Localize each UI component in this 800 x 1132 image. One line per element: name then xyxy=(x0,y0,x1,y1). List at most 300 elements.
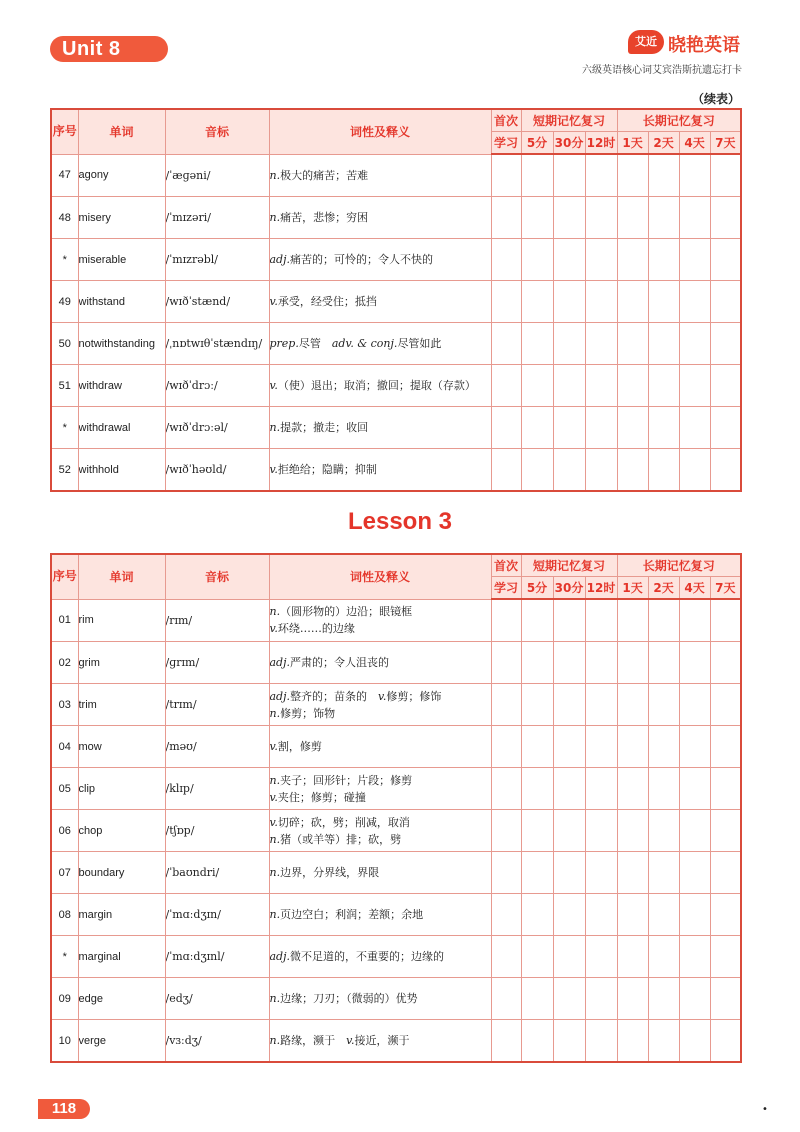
checkbox-review-12h[interactable] xyxy=(585,323,617,365)
checkbox-review-12h[interactable] xyxy=(585,599,617,642)
checkbox-review-12h[interactable] xyxy=(585,449,617,492)
word-cell: withstand xyxy=(78,281,165,323)
checkbox-review-30min[interactable] xyxy=(553,936,585,978)
checkbox-review-7day[interactable] xyxy=(710,852,741,894)
vocab-table-2 xyxy=(50,553,742,1063)
meaning-cell xyxy=(269,894,491,936)
header-seq: 序号 xyxy=(51,554,78,599)
checkbox-review-2day[interactable] xyxy=(648,936,679,978)
checkbox-review-30min[interactable] xyxy=(553,281,585,323)
meaning-cell xyxy=(269,365,491,407)
checkbox-review-7day[interactable] xyxy=(710,154,741,197)
checkbox-review-12h[interactable] xyxy=(585,1020,617,1063)
phonetic-cell: /vɜːdʒ/ xyxy=(165,1020,269,1063)
meaning-line xyxy=(270,906,491,923)
checkbox-review-30min[interactable] xyxy=(553,154,585,197)
checkbox-review-2day[interactable] xyxy=(648,978,679,1020)
checkbox-review-1day[interactable] xyxy=(617,684,648,726)
checkbox-first-study[interactable] xyxy=(491,810,521,852)
table-row xyxy=(51,281,741,323)
part-of-speech: v. xyxy=(269,295,278,308)
checkbox-review-2day[interactable] xyxy=(648,599,679,642)
checkbox-review-7day[interactable] xyxy=(710,642,741,684)
checkbox-review-30min[interactable] xyxy=(553,978,585,1020)
checkbox-review-4day[interactable] xyxy=(679,599,710,642)
word-cell: withdraw xyxy=(78,365,165,407)
checkbox-review-12h[interactable] xyxy=(585,894,617,936)
checkbox-review-30min[interactable] xyxy=(553,684,585,726)
meaning-line xyxy=(270,654,491,671)
checkbox-review-1day[interactable] xyxy=(617,599,648,642)
checkbox-review-4day[interactable] xyxy=(679,1020,710,1063)
word-cell: notwithstanding xyxy=(78,323,165,365)
table-row xyxy=(51,894,741,936)
part-of-speech: n. xyxy=(269,832,281,846)
checkbox-review-4day[interactable] xyxy=(679,642,710,684)
phonetic-cell: /rɪm/ xyxy=(165,599,269,642)
part-of-speech: v. xyxy=(346,1034,355,1047)
table-row xyxy=(51,978,741,1020)
checkbox-review-5min[interactable] xyxy=(521,1020,553,1063)
checkbox-review-12h[interactable] xyxy=(585,978,617,1020)
checkbox-review-12h[interactable] xyxy=(585,407,617,449)
row-number: 48 xyxy=(51,197,78,239)
header-7day: 7天 xyxy=(710,132,741,155)
checkbox-review-7day[interactable] xyxy=(710,599,741,642)
corner-mark: • xyxy=(762,1104,768,1115)
checkbox-review-5min[interactable] xyxy=(521,684,553,726)
phonetic-cell: /ˈmɑːdʒɪnl/ xyxy=(165,936,269,978)
meaning-cell xyxy=(269,239,491,281)
checkbox-review-1day[interactable] xyxy=(617,726,648,768)
meaning-line xyxy=(270,814,491,831)
checkbox-review-4day[interactable] xyxy=(679,978,710,1020)
checkbox-review-7day[interactable] xyxy=(710,365,741,407)
checkbox-first-study[interactable] xyxy=(491,449,521,492)
checkbox-review-30min[interactable] xyxy=(553,852,585,894)
checkbox-review-4day[interactable] xyxy=(679,407,710,449)
checkbox-review-5min[interactable] xyxy=(521,407,553,449)
checkbox-review-4day[interactable] xyxy=(679,726,710,768)
checkbox-review-7day[interactable] xyxy=(710,684,741,726)
meaning-line xyxy=(270,1032,491,1049)
word-cell: chop xyxy=(78,810,165,852)
checkbox-review-30min[interactable] xyxy=(553,365,585,407)
row-number: 49 xyxy=(51,281,78,323)
checkbox-review-5min[interactable] xyxy=(521,768,553,810)
checkbox-first-study[interactable] xyxy=(491,154,521,197)
checkbox-review-30min[interactable] xyxy=(553,407,585,449)
header-short-review: 短期记忆复习 xyxy=(521,109,617,132)
checkbox-review-2day[interactable] xyxy=(648,449,679,492)
table-row xyxy=(51,239,741,281)
checkbox-review-4day[interactable] xyxy=(679,239,710,281)
row-number: 51 xyxy=(51,365,78,407)
meaning-text: （圆形物的）边沿；眼镜框 xyxy=(280,605,413,619)
header-short-review: 短期记忆复习 xyxy=(521,554,617,577)
word-cell: agony xyxy=(78,154,165,197)
checkbox-review-1day[interactable] xyxy=(617,449,648,492)
checkbox-review-30min[interactable] xyxy=(553,726,585,768)
row-number: 52 xyxy=(51,449,78,492)
checkbox-review-1day[interactable] xyxy=(617,323,648,365)
checkbox-review-1day[interactable] xyxy=(617,197,648,239)
checkbox-review-4day[interactable] xyxy=(679,894,710,936)
checkbox-review-5min[interactable] xyxy=(521,449,553,492)
meaning-text: 夹子；回形针；片段；修剪 xyxy=(280,773,413,787)
lesson-title: Lesson 3 xyxy=(347,508,453,535)
table-row xyxy=(51,323,741,365)
row-number: 09 xyxy=(51,978,78,1020)
checkbox-review-5min[interactable] xyxy=(521,154,553,197)
checkbox-review-30min[interactable] xyxy=(553,1020,585,1063)
meaning-line xyxy=(270,688,491,705)
header-long-review: 长期记忆复习 xyxy=(617,109,741,132)
part-of-speech: v. xyxy=(378,689,387,703)
table-row xyxy=(51,1020,741,1063)
part-of-speech: n. xyxy=(269,773,281,787)
meaning-line xyxy=(270,603,491,620)
word-cell: verge xyxy=(78,1020,165,1063)
checkbox-review-5min[interactable] xyxy=(521,365,553,407)
meaning-text: 页边空白；利润；差额；余地 xyxy=(280,908,424,921)
part-of-speech: n. xyxy=(269,866,281,879)
checkbox-review-2day[interactable] xyxy=(648,894,679,936)
checkbox-review-1day[interactable] xyxy=(617,810,648,852)
table-row xyxy=(51,768,741,810)
checkbox-review-12h[interactable] xyxy=(585,197,617,239)
checkbox-review-12h[interactable] xyxy=(585,239,617,281)
part-of-speech: v. xyxy=(269,815,278,829)
checkbox-review-5min[interactable] xyxy=(521,810,553,852)
meaning-line xyxy=(270,990,491,1007)
phonetic-cell: /edʒ/ xyxy=(165,978,269,1020)
brand xyxy=(628,30,758,60)
checkbox-review-2day[interactable] xyxy=(648,323,679,365)
checkbox-review-30min[interactable] xyxy=(553,323,585,365)
part-of-speech: v. xyxy=(269,790,278,804)
row-number: 07 xyxy=(51,852,78,894)
table-row xyxy=(51,154,741,197)
part-of-speech: v. xyxy=(269,740,278,753)
checkbox-review-1day[interactable] xyxy=(617,936,648,978)
word-cell: grim xyxy=(78,642,165,684)
checkbox-review-5min[interactable] xyxy=(521,726,553,768)
checkbox-review-12h[interactable] xyxy=(585,684,617,726)
checkbox-review-7day[interactable] xyxy=(710,407,741,449)
checkbox-first-study[interactable] xyxy=(491,978,521,1020)
checkbox-review-4day[interactable] xyxy=(679,281,710,323)
checkbox-first-study[interactable] xyxy=(491,407,521,449)
checkbox-review-12h[interactable] xyxy=(585,852,617,894)
meaning-line xyxy=(270,772,491,789)
header-first-study: 学习 xyxy=(491,577,521,600)
checkbox-review-4day[interactable] xyxy=(679,852,710,894)
checkbox-review-30min[interactable] xyxy=(553,599,585,642)
row-number: * xyxy=(51,239,78,281)
header-word: 单词 xyxy=(78,554,165,599)
checkbox-review-4day[interactable] xyxy=(679,449,710,492)
checkbox-review-2day[interactable] xyxy=(648,407,679,449)
checkbox-review-4day[interactable] xyxy=(679,197,710,239)
word-cell: rim xyxy=(78,599,165,642)
row-number: 03 xyxy=(51,684,78,726)
checkbox-review-1day[interactable] xyxy=(617,978,648,1020)
checkbox-review-5min[interactable] xyxy=(521,323,553,365)
checkbox-review-5min[interactable] xyxy=(521,894,553,936)
checkbox-review-30min[interactable] xyxy=(553,449,585,492)
header-1day: 1天 xyxy=(617,577,648,600)
checkbox-review-30min[interactable] xyxy=(553,239,585,281)
checkbox-review-5min[interactable] xyxy=(521,936,553,978)
word-cell: mow xyxy=(78,726,165,768)
checkbox-review-1day[interactable] xyxy=(617,852,648,894)
checkbox-first-study[interactable] xyxy=(491,323,521,365)
checkbox-review-2day[interactable] xyxy=(648,365,679,407)
checkbox-review-12h[interactable] xyxy=(585,936,617,978)
checkbox-review-1day[interactable] xyxy=(617,407,648,449)
checkbox-review-30min[interactable] xyxy=(553,768,585,810)
table-row xyxy=(51,449,741,492)
checkbox-first-study[interactable] xyxy=(491,599,521,642)
meaning-line xyxy=(270,209,491,226)
part-of-speech: prep. xyxy=(269,337,299,350)
meaning-text: 修剪；修饰 xyxy=(386,689,442,703)
meaning-text: 割，修剪 xyxy=(277,740,322,753)
word-cell: edge xyxy=(78,978,165,1020)
checkbox-review-4day[interactable] xyxy=(679,323,710,365)
checkbox-review-5min[interactable] xyxy=(521,239,553,281)
checkbox-review-2day[interactable] xyxy=(648,852,679,894)
checkbox-review-2day[interactable] xyxy=(648,197,679,239)
table-row xyxy=(51,684,741,726)
meaning-cell xyxy=(269,852,491,894)
part-of-speech: n. xyxy=(269,605,281,619)
header-first-study: 学习 xyxy=(491,132,521,155)
checkbox-first-study[interactable] xyxy=(491,936,521,978)
checkbox-first-study[interactable] xyxy=(491,1020,521,1063)
phonetic-cell: /ˌnɒtwɪθˈstændɪŋ/ xyxy=(165,323,269,365)
header-12h: 12时 xyxy=(585,577,617,600)
checkbox-review-7day[interactable] xyxy=(710,726,741,768)
checkbox-review-1day[interactable] xyxy=(617,1020,648,1063)
table2-body xyxy=(51,599,741,1062)
phonetic-cell: /ˈbaʊndri/ xyxy=(165,852,269,894)
checkbox-review-7day[interactable] xyxy=(710,810,741,852)
header-meaning: 词性及释义 xyxy=(269,109,491,154)
checkbox-first-study[interactable] xyxy=(491,768,521,810)
header-5min: 5分 xyxy=(521,132,553,155)
checkbox-review-5min[interactable] xyxy=(521,852,553,894)
meaning-cell xyxy=(269,197,491,239)
checkbox-review-7day[interactable] xyxy=(710,894,741,936)
brand-name: 晓艳英语 xyxy=(668,35,740,56)
meaning-text: 尽管 xyxy=(298,337,332,350)
table-row xyxy=(51,936,741,978)
checkbox-first-study[interactable] xyxy=(491,365,521,407)
checkbox-first-study[interactable] xyxy=(491,684,521,726)
meaning-text: 极大的痛苦；苦难 xyxy=(280,168,369,182)
phonetic-cell: /ɡrɪm/ xyxy=(165,642,269,684)
meaning-line xyxy=(270,738,491,755)
meaning-text: 痛苦的；可怜的；令人不快的 xyxy=(290,253,434,266)
checkbox-review-5min[interactable] xyxy=(521,599,553,642)
meaning-line xyxy=(270,620,491,637)
checkbox-review-2day[interactable] xyxy=(648,239,679,281)
checkbox-first-study[interactable] xyxy=(491,894,521,936)
checkbox-review-2day[interactable] xyxy=(648,281,679,323)
meaning-text: 提款；撤走；收回 xyxy=(280,421,369,434)
phonetic-cell: /trɪm/ xyxy=(165,684,269,726)
meaning-line xyxy=(270,948,491,965)
meaning-cell xyxy=(269,810,491,852)
checkbox-review-4day[interactable] xyxy=(679,365,710,407)
checkbox-review-1day[interactable] xyxy=(617,894,648,936)
checkbox-review-4day[interactable] xyxy=(679,154,710,197)
checkbox-review-2day[interactable] xyxy=(648,1020,679,1063)
checkbox-review-1day[interactable] xyxy=(617,768,648,810)
checkbox-review-1day[interactable] xyxy=(617,365,648,407)
checkbox-review-7day[interactable] xyxy=(710,323,741,365)
checkbox-review-5min[interactable] xyxy=(521,281,553,323)
part-of-speech: n. xyxy=(269,908,281,921)
table-row xyxy=(51,852,741,894)
brand-logo-icon: 艾近 xyxy=(628,30,664,54)
checkbox-review-4day[interactable] xyxy=(679,810,710,852)
part-of-speech: v. xyxy=(269,379,278,392)
header-first: 首次 xyxy=(491,109,521,132)
row-number: 01 xyxy=(51,599,78,642)
checkbox-review-5min[interactable] xyxy=(521,642,553,684)
header-seq: 序号 xyxy=(51,109,78,154)
checkbox-review-2day[interactable] xyxy=(648,726,679,768)
checkbox-review-12h[interactable] xyxy=(585,810,617,852)
checkbox-review-7day[interactable] xyxy=(710,978,741,1020)
checkbox-review-7day[interactable] xyxy=(710,768,741,810)
word-cell: trim xyxy=(78,684,165,726)
checkbox-review-5min[interactable] xyxy=(521,978,553,1020)
header-1day: 1天 xyxy=(617,132,648,155)
checkbox-review-7day[interactable] xyxy=(710,936,741,978)
meaning-line xyxy=(270,377,491,394)
part-of-speech: n. xyxy=(269,211,281,224)
row-number: 08 xyxy=(51,894,78,936)
checkbox-review-12h[interactable] xyxy=(585,281,617,323)
checkbox-review-2day[interactable] xyxy=(648,810,679,852)
checkbox-review-30min[interactable] xyxy=(553,642,585,684)
checkbox-review-7day[interactable] xyxy=(710,449,741,492)
meaning-cell xyxy=(269,936,491,978)
checkbox-first-study[interactable] xyxy=(491,197,521,239)
checkbox-first-study[interactable] xyxy=(491,852,521,894)
header-2day: 2天 xyxy=(648,132,679,155)
meaning-line xyxy=(270,831,491,848)
phonetic-cell: /tʃɒp/ xyxy=(165,810,269,852)
checkbox-review-2day[interactable] xyxy=(648,768,679,810)
checkbox-review-1day[interactable] xyxy=(617,642,648,684)
checkbox-review-4day[interactable] xyxy=(679,684,710,726)
checkbox-review-4day[interactable] xyxy=(679,936,710,978)
header-4day: 4天 xyxy=(679,132,710,155)
meaning-line xyxy=(270,251,491,268)
row-number: * xyxy=(51,407,78,449)
checkbox-review-2day[interactable] xyxy=(648,684,679,726)
checkbox-review-4day[interactable] xyxy=(679,768,710,810)
checkbox-first-study[interactable] xyxy=(491,239,521,281)
meaning-text: 尽管如此 xyxy=(397,337,442,350)
checkbox-review-30min[interactable] xyxy=(553,197,585,239)
checkbox-review-30min[interactable] xyxy=(553,894,585,936)
meaning-text: 接近，濒于 xyxy=(354,1034,410,1047)
checkbox-review-7day[interactable] xyxy=(710,1020,741,1063)
checkbox-first-study[interactable] xyxy=(491,281,521,323)
checkbox-review-1day[interactable] xyxy=(617,281,648,323)
header-long-review: 长期记忆复习 xyxy=(617,554,741,577)
table-row xyxy=(51,726,741,768)
word-cell: withhold xyxy=(78,449,165,492)
row-number: 47 xyxy=(51,154,78,197)
checkbox-review-12h[interactable] xyxy=(585,365,617,407)
checkbox-review-12h[interactable] xyxy=(585,768,617,810)
checkbox-first-study[interactable] xyxy=(491,642,521,684)
checkbox-review-1day[interactable] xyxy=(617,154,648,197)
meaning-line xyxy=(270,864,491,881)
meaning-text: 拒绝给；隐瞒；抑制 xyxy=(277,463,377,476)
meaning-text: 边缘；刀刃；（微弱的）优势 xyxy=(280,992,418,1005)
table-row xyxy=(51,407,741,449)
checkbox-review-7day[interactable] xyxy=(710,281,741,323)
part-of-speech: v. xyxy=(269,463,278,476)
checkbox-review-30min[interactable] xyxy=(553,810,585,852)
row-number: 02 xyxy=(51,642,78,684)
meaning-cell xyxy=(269,154,491,197)
word-cell: clip xyxy=(78,768,165,810)
phonetic-cell: /ˈæɡəni/ xyxy=(165,154,269,197)
meaning-text: 整齐的；苗条的 xyxy=(290,689,379,703)
part-of-speech: n. xyxy=(269,992,281,1005)
meaning-cell xyxy=(269,684,491,726)
unit-badge: Unit 8 xyxy=(50,36,168,62)
meaning-line xyxy=(270,461,491,478)
checkbox-first-study[interactable] xyxy=(491,726,521,768)
checkbox-review-2day[interactable] xyxy=(648,642,679,684)
meaning-cell xyxy=(269,281,491,323)
checkbox-review-7day[interactable] xyxy=(710,239,741,281)
checkbox-review-1day[interactable] xyxy=(617,239,648,281)
part-of-speech: adj. xyxy=(269,656,291,669)
header-phonetic: 音标 xyxy=(165,109,269,154)
phonetic-cell: /wɪðˈhəʊld/ xyxy=(165,449,269,492)
meaning-cell xyxy=(269,642,491,684)
meaning-cell xyxy=(269,726,491,768)
checkbox-review-12h[interactable] xyxy=(585,154,617,197)
meaning-text: 路缘，濒于 xyxy=(280,1034,347,1047)
header-phonetic: 音标 xyxy=(165,554,269,599)
checkbox-review-12h[interactable] xyxy=(585,726,617,768)
checkbox-review-5min[interactable] xyxy=(521,197,553,239)
phonetic-cell: /ˈmɪzrəbl/ xyxy=(165,239,269,281)
table-row xyxy=(51,365,741,407)
part-of-speech: n. xyxy=(269,706,281,720)
header-2day: 2天 xyxy=(648,577,679,600)
checkbox-review-7day[interactable] xyxy=(710,197,741,239)
checkbox-review-2day[interactable] xyxy=(648,154,679,197)
meaning-text: 严肃的；令人沮丧的 xyxy=(290,656,390,669)
phonetic-cell: /wɪðˈdrɔːəl/ xyxy=(165,407,269,449)
row-number: * xyxy=(51,936,78,978)
word-cell: boundary xyxy=(78,852,165,894)
checkbox-review-12h[interactable] xyxy=(585,642,617,684)
